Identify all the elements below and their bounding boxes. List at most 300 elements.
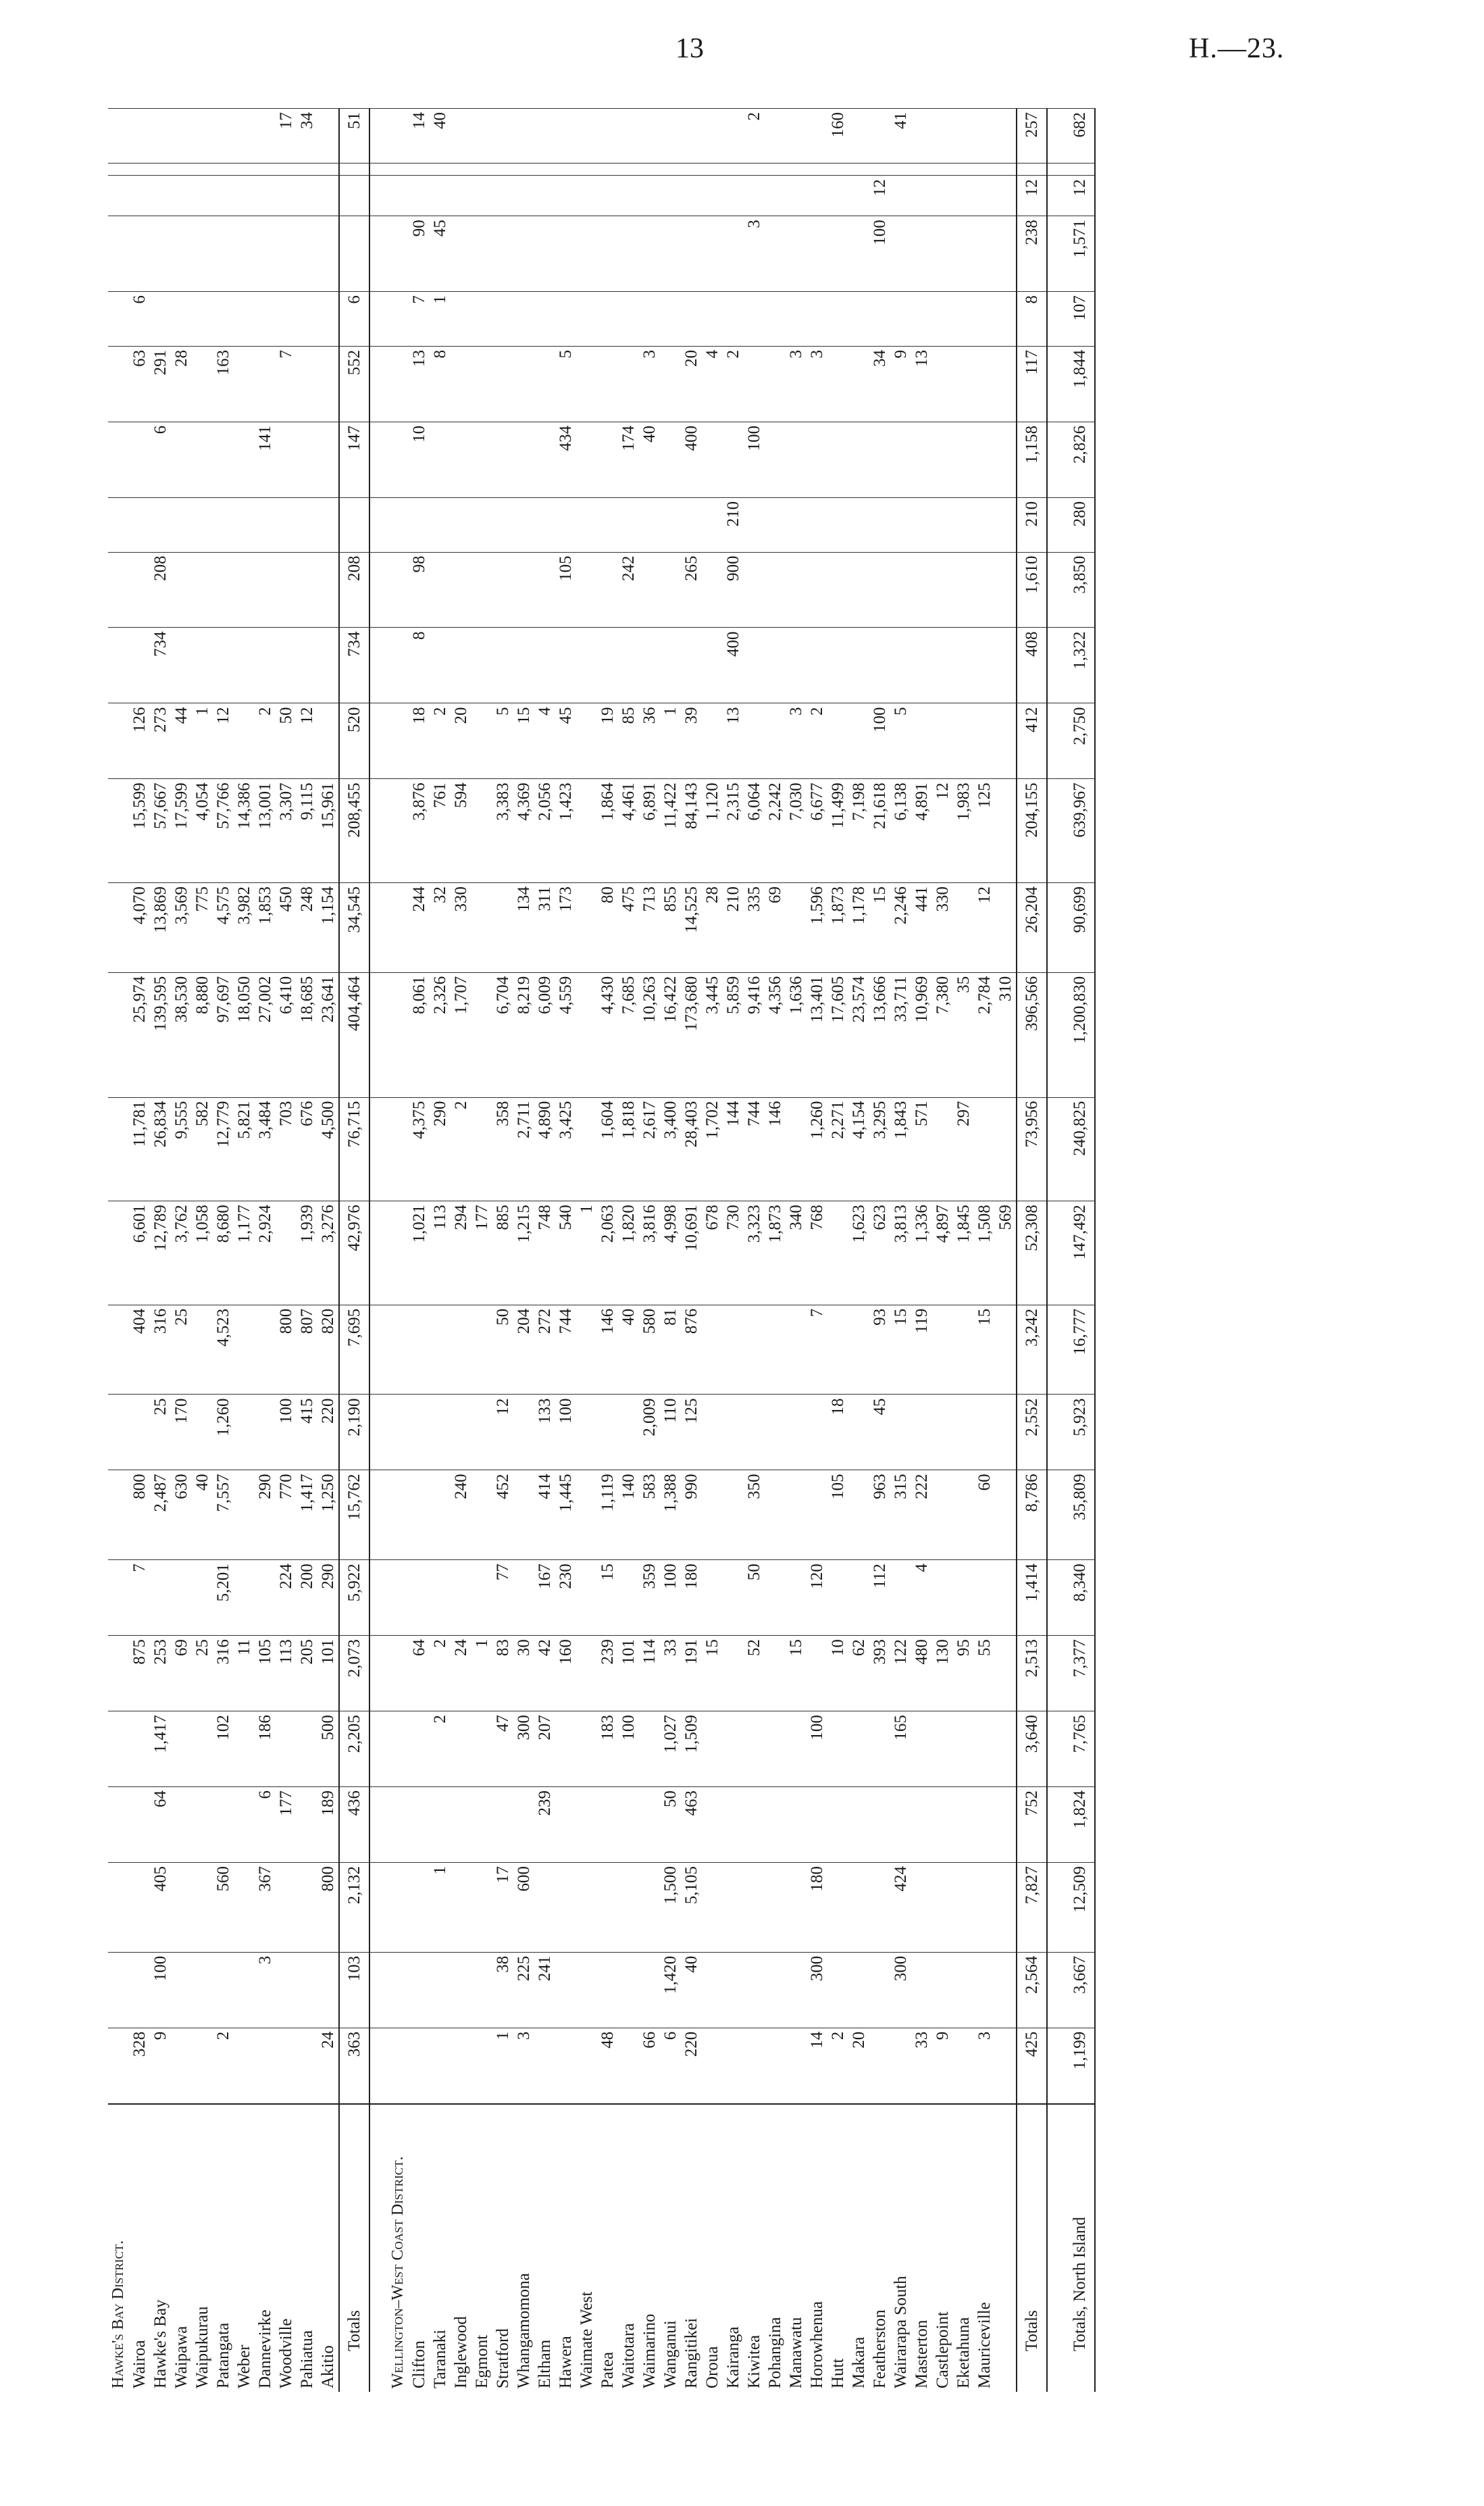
row-label: Weber [234, 2104, 255, 2392]
table-cell: 30 [513, 1636, 534, 1711]
table-cell: 125 [681, 1395, 702, 1470]
table-cell: 52,308 [1017, 1201, 1047, 1305]
table-cell [660, 109, 681, 164]
table-cell: 204,155 [1017, 779, 1047, 883]
table-cell [639, 216, 660, 292]
table-cell: 8,786 [1017, 1470, 1047, 1560]
table-cell [192, 1863, 213, 1953]
table-cell [451, 1787, 471, 1863]
table-cell: 28 [702, 882, 723, 972]
table-cell [702, 163, 723, 175]
table-cell [932, 1470, 953, 1560]
table-cell: 2 [430, 1636, 451, 1711]
table-cell [471, 628, 492, 703]
table-cell [932, 628, 953, 703]
table-cell: 23,574 [848, 972, 869, 1097]
table-cell: 5,922 [339, 1560, 369, 1636]
table-cell: 713 [639, 882, 660, 972]
table-cell: 4,559 [555, 972, 576, 1097]
table-cell: 1,250 [317, 1470, 339, 1560]
table-cell [255, 552, 276, 628]
table-row [409, 109, 430, 2392]
table-cell: 12 [932, 779, 953, 883]
totals-row [1017, 109, 1047, 2392]
table-row [171, 109, 192, 2392]
table-cell [660, 497, 681, 552]
table-cell: 57,766 [213, 779, 234, 883]
table-cell: 5,923 [1065, 1395, 1095, 1470]
table-cell: 35 [953, 972, 974, 1097]
table-cell [297, 2028, 317, 2104]
table-cell: 300 [513, 1711, 534, 1787]
table-cell: 9,416 [744, 972, 765, 1097]
table-cell [953, 497, 974, 552]
table-cell [534, 176, 555, 216]
table-cell [723, 1560, 744, 1636]
table-cell [317, 497, 339, 552]
table-cell [255, 1560, 276, 1636]
table-cell [702, 1470, 723, 1560]
table-cell: 7,695 [339, 1305, 369, 1395]
table-cell: 4,575 [213, 882, 234, 972]
table-cell: 280 [1065, 497, 1095, 552]
table-cell: 1,939 [297, 1201, 317, 1305]
table-cell [555, 109, 576, 164]
table-cell [255, 216, 276, 292]
table-cell [150, 1560, 171, 1636]
table-cell [297, 1863, 317, 1953]
table-cell: 50 [660, 1787, 681, 1863]
table-cell [108, 1201, 129, 1305]
table-cell: 52 [744, 1636, 765, 1711]
table-cell: 9 [890, 346, 911, 422]
table-cell [129, 552, 150, 628]
table-cell: 330 [451, 882, 471, 972]
table-cell: 2 [430, 1711, 451, 1787]
table-cell: 141 [255, 422, 276, 497]
table-cell [953, 1787, 974, 1863]
table-cell [492, 882, 513, 972]
table-cell: 1,417 [150, 1711, 171, 1787]
table-cell [786, 497, 807, 552]
table-cell: 2,315 [723, 779, 744, 883]
table-cell: 45 [555, 703, 576, 779]
table-cell [702, 703, 723, 779]
table-cell [534, 109, 555, 164]
table-cell: 12 [297, 703, 317, 779]
table-cell: 25 [171, 1305, 192, 1395]
table-cell: 4 [911, 1560, 932, 1636]
table-cell: 2 [807, 703, 827, 779]
table-cell [513, 552, 534, 628]
table-cell [1047, 109, 1065, 164]
table-cell [723, 216, 744, 292]
table-cell [192, 497, 213, 552]
table-cell [129, 628, 150, 703]
table-cell: 1,820 [618, 1201, 639, 1305]
table-cell [129, 163, 150, 175]
table-cell [786, 292, 807, 347]
table-cell [317, 176, 339, 216]
table-cell [430, 1470, 451, 1560]
row-label [1047, 2104, 1065, 2392]
table-cell [234, 1395, 255, 1470]
table-cell [597, 216, 618, 292]
table-cell [618, 346, 639, 422]
table-cell: 183 [597, 1711, 618, 1787]
table-cell [388, 497, 409, 552]
table-cell [297, 497, 317, 552]
table-cell: 3,816 [639, 1201, 660, 1305]
row-label: Egmont [471, 2104, 492, 2392]
table-cell: 1,873 [765, 1201, 786, 1305]
table-cell [848, 1711, 869, 1787]
table-cell [995, 779, 1017, 883]
table-cell [108, 1470, 129, 1560]
table-cell: 147 [339, 422, 369, 497]
table-cell [192, 1560, 213, 1636]
table-row [150, 109, 171, 2392]
table-cell [555, 292, 576, 347]
table-cell: 17,605 [827, 972, 848, 1097]
table-cell: 316 [213, 1636, 234, 1711]
table-cell: 101 [317, 1636, 339, 1711]
table-cell: 1,864 [597, 779, 618, 883]
table-cell [744, 1395, 765, 1470]
table-cell: 3 [513, 2028, 534, 2104]
table-cell: 744 [744, 1097, 765, 1201]
table-cell: 18,050 [234, 972, 255, 1097]
table-cell: 55 [974, 1636, 995, 1711]
table-cell: 1,336 [911, 1201, 932, 1305]
livestock-statistics-table [108, 108, 1096, 2392]
table-cell [555, 1711, 576, 1787]
row-label: Totals, North Island [1065, 2104, 1095, 2392]
table-cell [276, 176, 297, 216]
table-cell [409, 1395, 430, 1470]
table-cell [471, 552, 492, 628]
table-cell [974, 346, 995, 422]
table-row [255, 109, 276, 2392]
table-cell: 13,401 [807, 972, 827, 1097]
table-cell [786, 628, 807, 703]
table-cell [702, 1952, 723, 2028]
table-cell: 44 [171, 703, 192, 779]
table-cell: 9 [150, 2028, 171, 2104]
table-cell [1047, 1711, 1065, 1787]
table-cell [618, 1863, 639, 1953]
table-cell [786, 1395, 807, 1470]
table-cell [974, 1863, 995, 1953]
table-cell [576, 163, 597, 175]
table-cell: 734 [339, 628, 369, 703]
table-cell: 450 [276, 882, 297, 972]
table-cell [576, 1636, 597, 1711]
table-cell [681, 109, 702, 164]
table-cell: 358 [492, 1097, 513, 1201]
table-cell [471, 1711, 492, 1787]
table-cell: 290 [317, 1560, 339, 1636]
table-cell: 191 [681, 1636, 702, 1711]
table-cell: 177 [276, 1787, 297, 1863]
table-cell: 238 [1017, 216, 1047, 292]
table-cell: 400 [723, 628, 744, 703]
table-cell [430, 163, 451, 175]
table-cell [108, 497, 129, 552]
table-row [639, 109, 660, 2392]
table-cell [129, 216, 150, 292]
table-cell [618, 163, 639, 175]
table-cell [890, 1395, 911, 1470]
table-cell [513, 1787, 534, 1863]
table-cell [974, 292, 995, 347]
table-cell [932, 346, 953, 422]
table-cell [974, 1097, 995, 1201]
table-cell [827, 628, 848, 703]
table-cell [492, 422, 513, 497]
table-cell: 2,711 [513, 1097, 534, 1201]
table-cell [430, 422, 451, 497]
table-cell: 1,414 [1017, 1560, 1047, 1636]
table-cell: 1,818 [618, 1097, 639, 1201]
table-cell: 2,487 [150, 1470, 171, 1560]
row-label: Masterton [911, 2104, 932, 2392]
table-cell [765, 1787, 786, 1863]
table-cell [192, 552, 213, 628]
table-cell [276, 1201, 297, 1305]
table-cell [576, 2028, 597, 2104]
table-cell: 21,618 [869, 779, 890, 883]
table-cell: 8 [430, 346, 451, 422]
table-row [213, 109, 234, 2392]
table-cell [827, 292, 848, 347]
table-cell [576, 1470, 597, 1560]
table-cell: 101 [618, 1636, 639, 1711]
table-cell [911, 216, 932, 292]
table-cell [827, 216, 848, 292]
table-cell [597, 109, 618, 164]
table-cell [597, 176, 618, 216]
table-row [890, 109, 911, 2392]
table-cell [555, 2028, 576, 2104]
table-cell [702, 497, 723, 552]
table-cell: 170 [171, 1395, 192, 1470]
table-cell: 120 [807, 1560, 827, 1636]
table-cell [492, 109, 513, 164]
table-cell: 6,064 [744, 779, 765, 883]
table-cell [388, 1952, 409, 2028]
table-cell [234, 109, 255, 164]
table-cell [471, 2028, 492, 2104]
table-cell: 241 [534, 1952, 555, 2028]
table-cell [534, 552, 555, 628]
table-cell [639, 1863, 660, 1953]
table-cell [576, 1952, 597, 2028]
table-cell: 7,380 [932, 972, 953, 1097]
table-cell [681, 497, 702, 552]
table-cell: 2,063 [597, 1201, 618, 1305]
table-cell [388, 1787, 409, 1863]
table-cell [744, 176, 765, 216]
table-cell: 4,998 [660, 1201, 681, 1305]
table-cell [723, 1787, 744, 1863]
table-cell: 5 [555, 346, 576, 422]
table-cell [911, 1863, 932, 1953]
table-cell [317, 346, 339, 422]
table-row [534, 109, 555, 2392]
table-cell [171, 1952, 192, 2028]
table-cell: 1,845 [953, 1201, 974, 1305]
table-cell: 40 [192, 1470, 213, 1560]
table-cell: 3,982 [234, 882, 255, 972]
table-cell: 770 [276, 1470, 297, 1560]
table-cell: 3,569 [171, 882, 192, 972]
table-cell [618, 176, 639, 216]
table-cell: 300 [890, 1952, 911, 2028]
table-cell [317, 163, 339, 175]
table-cell [576, 497, 597, 552]
table-cell: 13,001 [255, 779, 276, 883]
table-cell [471, 292, 492, 347]
row-label: Stratford [492, 2104, 513, 2392]
table-cell [317, 292, 339, 347]
table-cell [807, 628, 827, 703]
table-cell [369, 497, 388, 552]
table-cell [513, 346, 534, 422]
table-cell [276, 1711, 297, 1787]
table-cell [953, 1863, 974, 1953]
table-cell [1047, 882, 1065, 972]
table-cell [192, 422, 213, 497]
table-cell: 404 [129, 1305, 150, 1395]
table-cell [890, 497, 911, 552]
table-cell [388, 422, 409, 497]
table-cell: 100 [150, 1952, 171, 2028]
table-cell: 15,961 [317, 779, 339, 883]
table-cell: 315 [890, 1470, 911, 1560]
table-cell [297, 1952, 317, 2028]
table-cell: 40 [639, 422, 660, 497]
table-cell [297, 176, 317, 216]
table-cell [255, 1395, 276, 1470]
table-cell [786, 422, 807, 497]
table-cell: 3 [786, 703, 807, 779]
table-cell [192, 628, 213, 703]
table-cell [171, 163, 192, 175]
row-label: Pahiatua [297, 2104, 317, 2392]
table-cell [276, 292, 297, 347]
table-cell [276, 1863, 297, 1953]
table-cell: 50 [744, 1560, 765, 1636]
table-cell [953, 552, 974, 628]
table-cell [744, 2028, 765, 2104]
table-cell [513, 292, 534, 347]
table-cell [388, 1305, 409, 1395]
table-cell [555, 176, 576, 216]
table-cell: 7,685 [618, 972, 639, 1097]
table-cell: 7,827 [1017, 1863, 1047, 1953]
row-label: Waipawa [171, 2104, 192, 2392]
table-cell [995, 216, 1017, 292]
table-cell [786, 552, 807, 628]
table-cell: 210 [723, 882, 744, 972]
table-cell: 441 [911, 882, 932, 972]
table-cell [1047, 1560, 1065, 1636]
table-cell: 6,138 [890, 779, 911, 883]
table-cell [869, 628, 890, 703]
table-cell [932, 1305, 953, 1395]
table-row [430, 109, 451, 2392]
table-cell: 10 [409, 422, 430, 497]
table-cell [276, 1952, 297, 2028]
table-cell [388, 163, 409, 175]
table-cell: 7 [276, 346, 297, 422]
table-cell: 15 [869, 882, 890, 972]
table-cell [369, 1097, 388, 1201]
table-cell: 5 [492, 703, 513, 779]
table-cell [339, 176, 369, 216]
table-cell [848, 346, 869, 422]
table-cell [1047, 163, 1065, 175]
table-cell: 2 [827, 2028, 848, 2104]
table-cell [108, 1305, 129, 1395]
table-cell: 4,070 [129, 882, 150, 972]
table-cell [388, 972, 409, 1097]
table-cell [744, 628, 765, 703]
table-cell: 340 [786, 1201, 807, 1305]
section-heading: Hawke's Bay District. [108, 2104, 129, 2392]
table-cell [1047, 1636, 1065, 1711]
table-cell [702, 1863, 723, 1953]
table-cell [150, 497, 171, 552]
table-cell [171, 1863, 192, 1953]
table-cell [317, 552, 339, 628]
table-cell [108, 292, 129, 347]
table-cell: 208 [339, 552, 369, 628]
table-cell [534, 216, 555, 292]
table-cell [513, 176, 534, 216]
table-cell: 15 [702, 1636, 723, 1711]
table-cell [513, 109, 534, 164]
table-cell: 3 [786, 346, 807, 422]
table-cell: 744 [555, 1305, 576, 1395]
table-cell [744, 703, 765, 779]
table-cell: 15 [597, 1560, 618, 1636]
table-cell [576, 1097, 597, 1201]
table-cell [639, 176, 660, 216]
table-cell: 15 [974, 1305, 995, 1395]
table-cell [995, 109, 1017, 164]
table-cell: 8,219 [513, 972, 534, 1097]
table-cell [430, 1952, 451, 2028]
table-cell [492, 163, 513, 175]
table-cell [234, 422, 255, 497]
table-cell [192, 1711, 213, 1787]
table-cell: 2,205 [339, 1711, 369, 1787]
table-cell: 6,891 [639, 779, 660, 883]
table-cell: 2,246 [890, 882, 911, 972]
table-cell [786, 176, 807, 216]
table-cell [953, 1560, 974, 1636]
table-cell [388, 1395, 409, 1470]
table-cell [369, 972, 388, 1097]
table-row [807, 109, 827, 2392]
table-cell: 7,765 [1065, 1711, 1095, 1787]
table-cell [953, 1711, 974, 1787]
table-cell [827, 346, 848, 422]
table-cell [388, 1711, 409, 1787]
table-cell [255, 163, 276, 175]
